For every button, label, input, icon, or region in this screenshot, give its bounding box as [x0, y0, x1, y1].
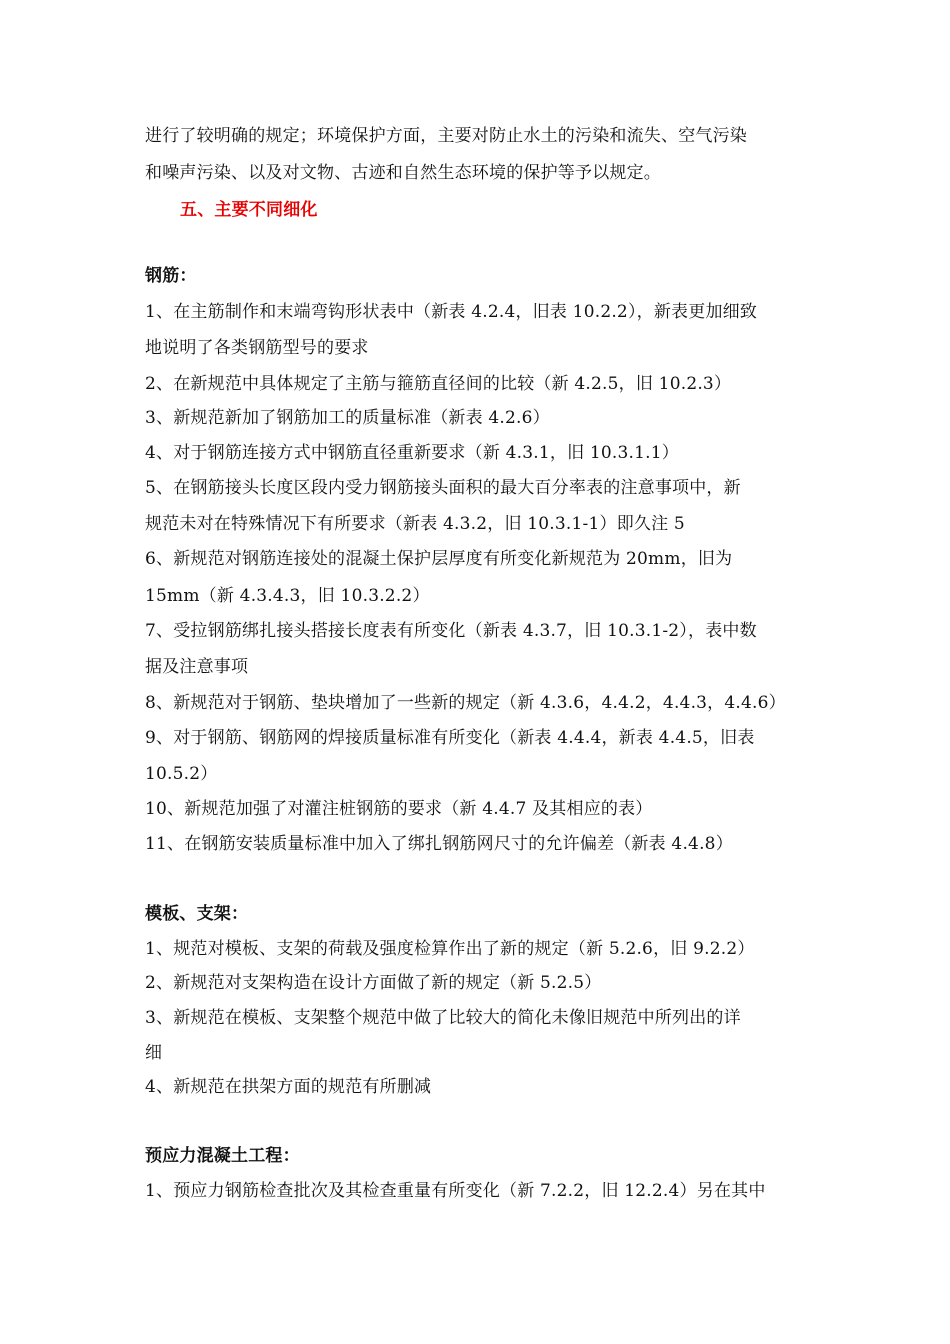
rebar-line: 8、新规范对于钢筋、垫块增加了一些新的规定（新 4.3.6，4.4.2，4.4.3，4.4.6）: [145, 693, 786, 713]
rebar-line: 规范未对在特殊情况下有所要求（新表 4.3.2，旧 10.3.1-1）即久注 5: [145, 514, 685, 534]
intro-line-1: 进行了较明确的规定；环境保护方面，主要对防止水土的污染和流失、空气污染: [145, 126, 747, 146]
rebar-line: 10.5.2）: [145, 764, 218, 784]
formwork-line: 2、新规范对支架构造在设计方面做了新的规定（新 5.2.5）: [145, 973, 602, 993]
rebar-line: 据及注意事项: [145, 657, 249, 677]
rebar-line: 7、受拉钢筋绑扎接头搭接长度表有所变化（新表 4.3.7，旧 10.3.1-2），表中数: [145, 621, 757, 641]
rebar-heading: 钢筋：: [145, 266, 197, 286]
rebar-line: 1、在主筋制作和末端弯钩形状表中（新表 4.2.4，旧表 10.2.2），新表更加细致: [145, 302, 758, 322]
prestress-line: 1、预应力钢筋检查批次及其检查重量有所变化（新 7.2.2，旧 12.2.4）另在其中: [145, 1181, 766, 1201]
formwork-heading: 模板、支架：: [145, 904, 249, 924]
section-title: 五、主要不同细化: [180, 200, 318, 220]
formwork-line: 3、新规范在模板、支架整个规范中做了比较大的简化未像旧规范中所列出的详: [145, 1008, 741, 1028]
rebar-line: 11、在钢筋安装质量标准中加入了绑扎钢筋网尺寸的允许偏差（新表 4.4.8）: [145, 834, 733, 854]
rebar-line: 3、新规范新加了钢筋加工的质量标准（新表 4.2.6）: [145, 408, 550, 428]
intro-line-2: 和噪声污染、以及对文物、古迹和自然生态环境的保护等予以规定。: [145, 163, 661, 183]
rebar-line: 地说明了各类钢筋型号的要求: [145, 338, 369, 358]
rebar-line: 9、对于钢筋、钢筋网的焊接质量标准有所变化（新表 4.4.4，新表 4.4.5，旧表: [145, 728, 755, 748]
rebar-line: 6、新规范对钢筋连接处的混凝土保护层厚度有所变化新规范为 20mm，旧为: [145, 549, 733, 569]
formwork-line: 细: [145, 1043, 163, 1063]
formwork-line: 1、规范对模板、支架的荷载及强度检算作出了新的规定（新 5.2.6，旧 9.2.2）: [145, 939, 755, 959]
formwork-line: 4、新规范在拱架方面的规范有所删减: [145, 1077, 432, 1097]
rebar-line: 4、对于钢筋连接方式中钢筋直径重新要求（新 4.3.1，旧 10.3.1.1）: [145, 443, 679, 463]
rebar-line: 15mm（新 4.3.4.3，旧 10.3.2.2）: [145, 586, 430, 606]
rebar-line: 5、在钢筋接头长度区段内受力钢筋接头面积的最大百分率表的注意事项中，新: [145, 478, 741, 498]
rebar-line: 2、在新规范中具体规定了主筋与箍筋直径间的比较（新 4.2.5，旧 10.2.3）: [145, 374, 732, 394]
rebar-line: 10、新规范加强了对灌注桩钢筋的要求（新 4.4.7 及其相应的表）: [145, 799, 653, 819]
prestress-heading: 预应力混凝土工程：: [145, 1146, 300, 1166]
